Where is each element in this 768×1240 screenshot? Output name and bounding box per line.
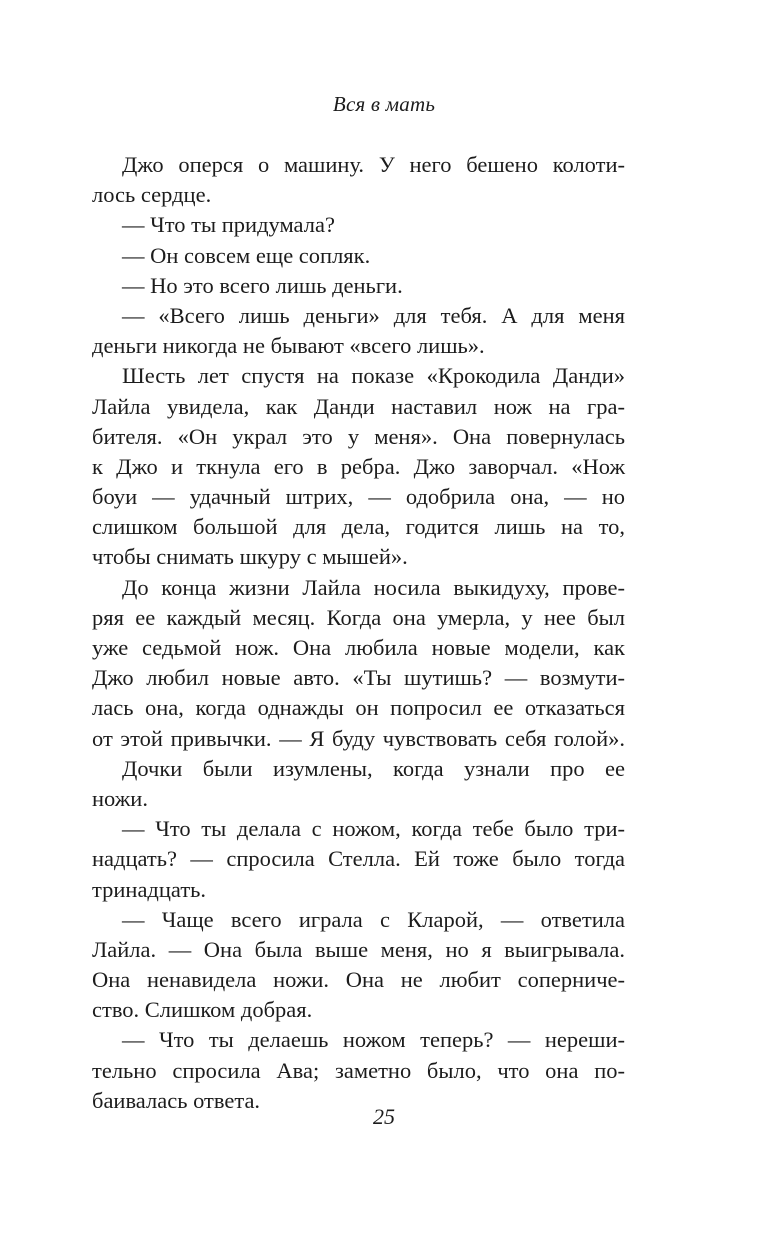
text-line: — Что ты придумала? [122, 212, 335, 238]
text-line: Джо любил новые авто. «Ты шутишь? — возмути- [92, 665, 625, 691]
text-line: Джо оперся о машину. У него бешено колоти- [122, 152, 625, 177]
text-line: баивалась ответа. [92, 1087, 261, 1113]
running-title: Вся в мать [332, 92, 436, 116]
text-line: надцать? — спросила Стелла. Ей тоже было тогда [92, 846, 625, 872]
text-line: лось сердце. [92, 182, 212, 208]
text-line: тельно спросила Ава; заметно было, что она по- [92, 1057, 625, 1083]
text-line: Она ненавидела ножи. Она не любит соперниче- [92, 967, 625, 993]
text-line: ножи. [92, 785, 148, 811]
text-line: чтобы снимать шкуру с мышей». [92, 544, 408, 570]
text-line: — Он совсем еще сопляк. [122, 242, 371, 268]
body-text [92, 150, 625, 1116]
text-line: боуи — удачный штрих, — одобрила она, — но [92, 484, 625, 510]
text-line: — Но это всего лишь деньги. [122, 272, 403, 298]
text-line: слишком большой для дела, годится лишь на то, [92, 514, 625, 540]
text-line: деньги никогда не бывают «всего лишь». [92, 333, 485, 359]
text-line: ство. Слишком добрая. [92, 997, 313, 1023]
text-line: ряя ее каждый месяц. Когда она умерла, у нее был [92, 604, 625, 630]
page-number: 25 [373, 1104, 395, 1129]
text-line: к Джо и ткнула его в ребра. Джо заворчал. «Нож [92, 453, 625, 479]
text-line: уже седьмой нож. Она любила новые модели, как [92, 635, 625, 660]
text-line: Шесть лет спустя на показе «Крокодила Данди» [122, 363, 625, 389]
text-line: — Что ты делала с ножом, когда тебе было три- [122, 816, 625, 842]
text-line: Лайла увидела, как Данди наставил нож на гра- [92, 393, 625, 419]
text-line: До конца жизни Лайла носила выкидуху, прове- [122, 574, 625, 600]
text-line: от этой привычки. — Я буду чувствовать себя голой». [92, 725, 625, 751]
text-line: Дочки были изумлены, когда узнали про ее [122, 755, 625, 781]
text-line: бителя. «Он украл это у меня». Она повернулась [92, 423, 625, 449]
text-line: — Чаще всего играла с Кларой, — ответила [122, 906, 625, 932]
text-line: тринадцать. [92, 876, 207, 902]
text-line: — Что ты делаешь ножом теперь? — нереши- [122, 1027, 625, 1053]
text-line: — «Всего лишь деньги» для тебя. А для меня [122, 302, 625, 328]
text-line: лась она, когда однажды он попросил ее отказаться [92, 695, 625, 721]
text-line: Лайла. — Она была выше меня, но я выигрывала. [92, 936, 625, 962]
